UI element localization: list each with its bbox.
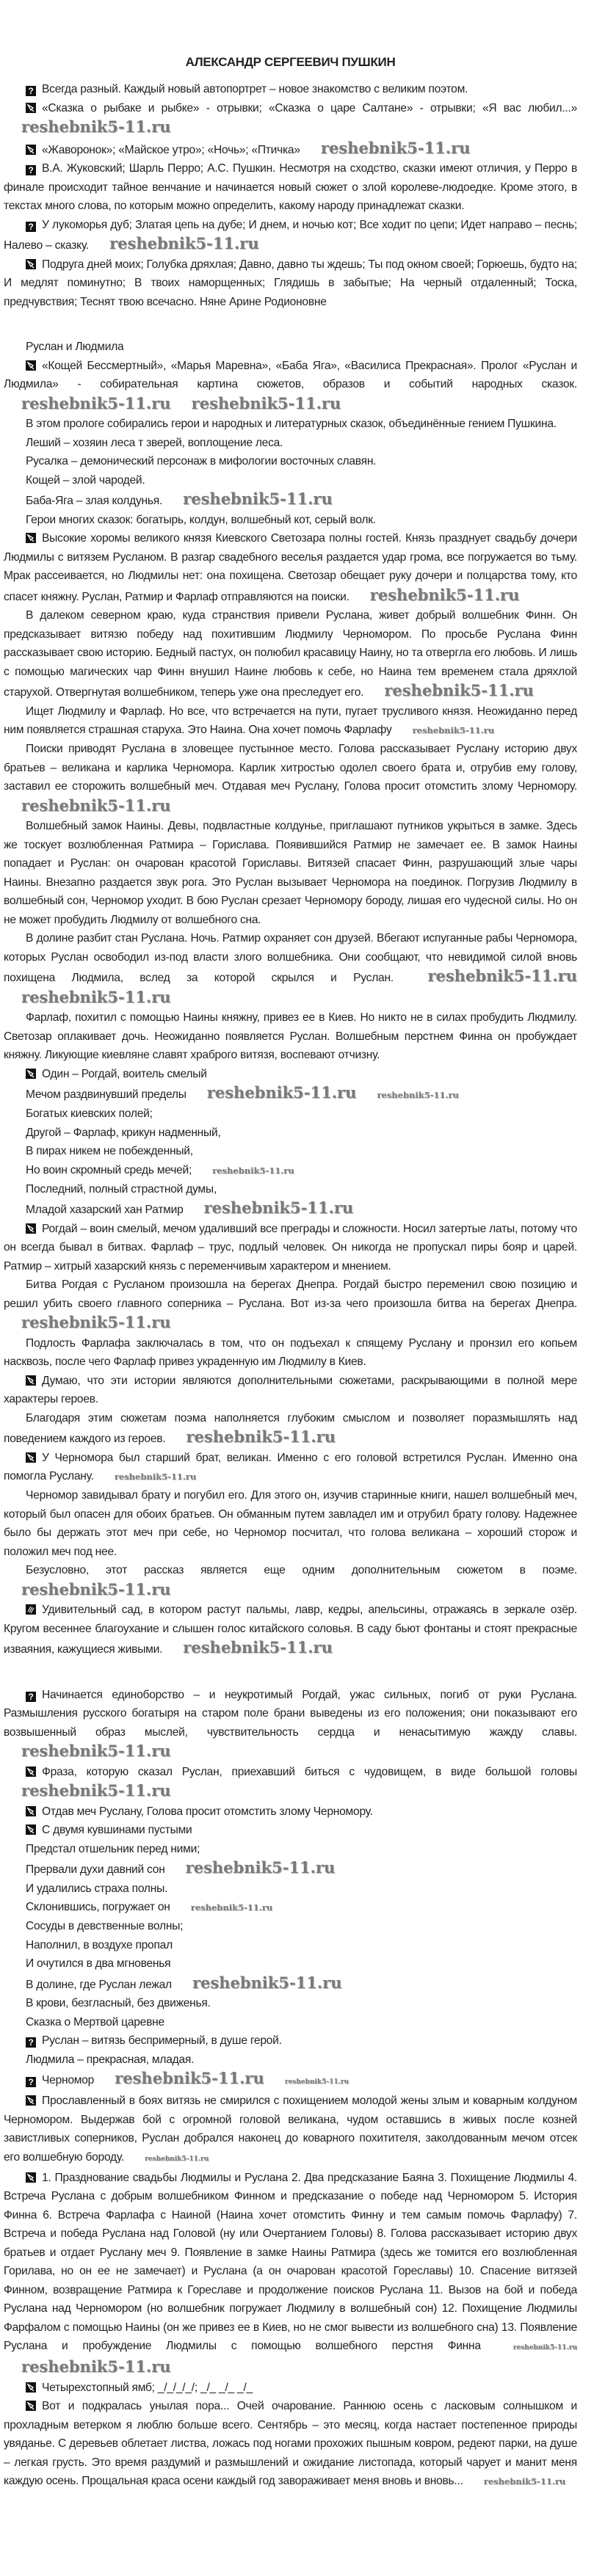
paragraph (4, 606, 577, 702)
verse-line-text: Один – Рогдай, воитель смелый (42, 1067, 207, 1080)
answer-paragraph (4, 1220, 577, 1276)
pen-icon (26, 2172, 36, 2183)
paragraph-text: Кощей – злой чародей. (26, 473, 145, 487)
paragraph-text: Безусловно, этот рассказ является еще одним дополнительным сюжетом в поэме. (26, 1564, 577, 1576)
answer-paragraph (4, 216, 577, 255)
question-icon: ? (26, 165, 36, 175)
paragraph-text: Рогдай – воин смелый, мечом удаливший все преграды и сложности. Носил затертые латы, потому что он всегда бывал в битвах. Фарлаф – трус, подлый человек. Он никогда не пропускал пиры бояр и царей. Ратмир – хитрый хазарский князь с переменчивым характером и мнением. (4, 1222, 577, 1273)
paragraph-text: В далеком северном краю, куда странствия привели Руслана, живет добрый волшебник Финн. Он предсказывает витязю победу над похитившим Людмилу Черномором. По просьбе Руслана Финн рассказывает свою историю. Бедный пастух, он полюбил красавицу Наину, но та отвергла его любовь. И лишь с помощью магических чар Финн внушил Наине любовь к себе, но Наина тем временем стала дряхлой старухой. Отвергнутая волшебником, теперь уже она преследует его. (4, 609, 577, 699)
paragraph-text: Черномор (42, 2074, 95, 2086)
answer-paragraph (4, 1686, 577, 1763)
paragraph-text: Герои многих сказок: богатырь, колдун, волшебный кот, серый волк. (26, 513, 376, 526)
answer-paragraph (4, 2069, 577, 2092)
paragraph-text: Леший – хозяин леса т зверей, воплощение леса. (26, 436, 283, 449)
answer-section (4, 80, 577, 311)
answer-paragraph (4, 2397, 577, 2491)
paragraph (4, 1008, 577, 1065)
paragraph-text: Фарлаф, похитил с помощью Наины княжну, привез ее в Киев. Но никто не в силах пробудить Людмилу. Светозар оплакивает дочь. Неожиданно появляется Руслан. Волшебным перстнем Финна он пробуждает княжну. Ликующие киевляне славят храброго витязя, воспевают отчизну. (4, 1011, 577, 1061)
question-icon: ? (26, 1692, 36, 1702)
verse-line (4, 1880, 577, 1899)
paragraph-text: «Кощей Бессмертный», «Марья Маревна», «Баба Яга», «Василиса Прекрасная». Пролог «Руслан и Людмила» - собирательная картина сюжетов, образов и событий народных сказок. (4, 359, 577, 390)
pen-icon (26, 360, 36, 371)
verse-line (4, 1973, 577, 1995)
pen-icon (26, 1223, 36, 1234)
watermark: reshebnik5-11.ru (206, 1083, 357, 1102)
paragraph-text: Подлость Фарлафа заключалась в том, что он подъехал к спящему Руслану и пронзил его копьем насквозь, после чего Фарлаф привез украденную им Людмилу в Киев. (4, 1336, 577, 1368)
paragraph-text: Думаю, что эти истории являются дополнительными сюжетами, раскрывающими в полной мере характеры героев. (4, 1374, 577, 1405)
watermark: reshebnik5-11.ru (21, 987, 171, 1006)
paragraph (4, 1561, 577, 1601)
paragraph-text: В долине разбит стан Руслана. Ночь. Ратмир охраняет сон друзей. Вбегают испуганные рабы Черномора, которых Руслан освободил из-под власти злого волшебника. Они сообщают, что невидимой силой вновь похищена Людмила, вслед за которой скрылся и Руслан. (4, 932, 577, 984)
paragraph (4, 702, 577, 741)
verse-line (4, 1065, 577, 1084)
paragraph-text: Благодаря этим сюжетам поэма наполняется глубоким смыслом и позволяет поразмышлять над поведением каждого из героев. (4, 1411, 577, 1445)
pen-icon (26, 1375, 36, 1386)
watermark: reshebnik5-11.ru (145, 2155, 209, 2163)
watermark: reshebnik5-11.ru (191, 393, 341, 412)
watermark: reshebnik5-11.ru (21, 393, 171, 412)
answer-paragraph (4, 255, 577, 312)
watermark: reshebnik5-11.ru (183, 490, 333, 508)
verse-line-text: И удалились страха полны. (26, 1882, 168, 1895)
verse-line-text: Прервали духи давний сон (26, 1863, 165, 1876)
answer-paragraph (4, 1763, 577, 1802)
watermark: reshebnik5-11.ru (212, 1165, 294, 1176)
paragraph-text: Руслан и Людмила (26, 341, 124, 353)
pen-icon (26, 2382, 36, 2393)
question-icon: ? (26, 86, 36, 96)
pen-icon (26, 1767, 36, 1777)
paragraph (4, 1409, 577, 1449)
watermark: reshebnik5-11.ru (412, 725, 495, 735)
watermark: reshebnik5-11.ru (183, 1638, 333, 1656)
paragraph-text: «Сказка о рыбаке и рыбке» - отрывки; «Сказка о царе Салтане» - отрывки; «Я вас любил...» (42, 101, 577, 114)
answer-paragraph (4, 2092, 577, 2169)
document-body (4, 80, 577, 2491)
verse-line-text: Мечом раздвинувший пределы (26, 1088, 186, 1101)
paragraph-text: Удивительный сад, в котором растут пальмы, лавр, кедры, апельсины, отражаясь в зеркале озёр. Кругом весеннее благоухание и слышен голос китайского соловья. В саду бьют фонтаны и стоят прекрасные изваяния, кажущиеся живыми. (4, 1604, 577, 1656)
paragraph-text: Людмила – прекрасная, младая. (26, 2053, 195, 2066)
answer-section (4, 1686, 577, 2492)
verse-line (4, 1124, 577, 1143)
verse-line (4, 1994, 577, 2013)
paragraph (4, 511, 577, 530)
answer-paragraph (4, 357, 577, 415)
paragraph (4, 415, 577, 434)
document-page (4, 0, 577, 2491)
verse-line-text: Последний, полный страстной думы, (26, 1182, 217, 1196)
watermark: reshebnik5-11.ru (284, 2078, 349, 2086)
paragraph (4, 740, 577, 817)
verse-line-text: Сосуды в девственные волны; (26, 1920, 184, 1932)
watermark: reshebnik5-11.ru (21, 1781, 171, 1800)
verse-line-text: В крови, безгласный, без движенья. (26, 1997, 211, 2009)
watermark: reshebnik5-11.ru (21, 796, 171, 815)
paragraph-text: Начинается единоборство – и неукротимый Рогдай, ужас сильных, погиб от руки Руслана. Размышления русского богатыря на старом поле брани выведены из его положения; они показывают его возвышенный образ мыслей, чувствительность сердца и ненасытимую жажду славы. (4, 1688, 577, 1739)
verse-line (4, 1936, 577, 1955)
pen-icon (26, 1824, 36, 1835)
paragraph-text: Поиски приводят Руслана в зловещее пустынное место. Голова рассказывает Руслану историю двух братьев – великана и карлика Черномора. Карлик хитростью одолел своего брата и, отрубив ему голову, заставил ее сторожить волшебный меч. Отдавая меч Руслану, Голова просит отомстить злому Черномору. (4, 743, 577, 793)
answer-paragraph (4, 159, 577, 216)
verse-line-text: Наполнил, в воздухе пропал (26, 1938, 173, 1951)
paragraph (4, 1486, 577, 1561)
watermark: reshebnik5-11.ru (190, 1902, 273, 1913)
answer-paragraph (4, 1802, 577, 1822)
paragraph-text: В.А. Жуковский; Шарль Перро; А.С. Пушкин. Несмотря на сходство, сказки имеют отличия, у Перро в финале происходит тайное венчание и начинается новый сюжет о злой королеве-людоедке. Кроме этого, в текстах много слова, по которым можно определить, какому народу принадлежат сказки. (4, 162, 577, 212)
paragraph-text: Ищет Людмилу и Фарлаф. Но все, что встречается на пути, пугает трусливого князя. Неожиданно перед ним появляется страшная старуха. Это Наина. Она хочет помочь Фарлафу (4, 705, 577, 736)
paragraph-text: Подруга дней моих; Голубка дряхлая; Давно, давно ты ждешь; Ты под окном своей; Горюешь, будто на; И медлят поминутно; В твоих наморщенных; Глядишь в забытые; На черный отдаленный; Тоска, предчувствия; Теснят твою всечасно. Няне Арине Родионовне (4, 258, 577, 308)
paragraph (4, 490, 577, 511)
watermark: reshebnik5-11.ru (21, 1313, 171, 1331)
watermark: reshebnik5-11.ru (512, 2344, 577, 2351)
watermark: reshebnik5-11.ru (21, 2357, 171, 2376)
verse-line-text: В долине, где Руслан лежал (26, 1978, 172, 1991)
verse-line (4, 1917, 577, 1936)
verse-line (4, 1180, 577, 1199)
verse-line (4, 1821, 577, 1840)
pen-icon (26, 259, 36, 269)
watermark: reshebnik5-11.ru (21, 1742, 171, 1760)
watermark: reshebnik5-11.ru (109, 234, 259, 252)
verse-line (4, 1840, 577, 1859)
watermark: reshebnik5-11.ru (369, 585, 520, 604)
paragraph (4, 471, 577, 490)
watermark: reshebnik5-11.ru (21, 117, 171, 136)
verse-line (4, 1898, 577, 1917)
verse-line (4, 1161, 577, 1180)
paragraph-text: Черномор завидывал брату и погубил его. Для этого он, изучив старинные книги, нашел волшебный меч, который был опасен для обоих братьев. Он обманным путем завладел им и отрубил брату голову. Надежнее было бы держать этот меч при себе, но Черномор посчитал, что голова великана – хороший сторож и положил меч под нее. (4, 1489, 577, 1558)
question-icon: ? (26, 2037, 36, 2048)
pen-icon (26, 1069, 36, 1079)
pencil-icon (26, 1604, 36, 1615)
verse-line (4, 1105, 577, 1124)
paragraph (4, 2051, 577, 2070)
verse-block (4, 1821, 577, 2031)
watermark: reshebnik5-11.ru (115, 2069, 264, 2087)
question-icon: ? (26, 222, 36, 232)
pen-icon (26, 2401, 36, 2411)
pen-icon (26, 103, 36, 113)
paragraph-text: Волшебный замок Наины. Девы, подвластные колдунье, приглашают путников укрыться в замке. Здесь же тоскует возлюбленная Ратмира – Горислава. Появившийся Ратмир не замечает ее. В замок Наины попадает и Руслан: он очарован красотой Гориславы. Витязей спасает Финн, разрушающий злые чары Наины. Внезапно раздается звук рога. Это Руслан вызывает Черномора на поединок. Погрузив Людмилу в волшебный сон, Черномор уходит. В бою Руслан срезает Черномору бороду, лишая его чудесной силы. Но он не может пробудить Людмилу от волшебного сна. (4, 820, 577, 926)
paragraph-text: Вот и подкралась унылая пора... Очей очарование. Раннюю осень с ласковым солнышком и прохладным ветерком я люблю больше всего. Сентябрь – это месяц, когда настает постепенное природы увяданье. С деревьев облетает листва, ложась под ногами прохожих пышным ковром, редеют парки, на душе – легкая грусть. Это время раздумий и размышлений и ожидание листопада, который чарует и манит меня каждую осень. Прощальная краса осени каждый год завораживает меня вновь и вновь... (4, 2400, 577, 2487)
paragraph (4, 929, 577, 1008)
watermark: reshebnik5-11.ru (186, 1427, 336, 1446)
verse-line-text: Младой хазарский хан Ратмир (26, 1204, 184, 1216)
answer-section (4, 338, 577, 1659)
paragraph (4, 817, 577, 929)
paragraph-text: Прославленный в боях витязь не смирился с похищением молодой жены злым и коварным колдуном Черномором. Выдержав бой с огромной головой великана, чудом оставшись в живых после козней завистливых соперников, Руслан добрался наконец до коварного похитителя, заколдованным мечом отсек его волшебную бороду. (4, 2095, 577, 2164)
question-icon: ? (26, 2077, 36, 2087)
answer-paragraph (4, 529, 577, 606)
paragraph-text: Всегда разный. Каждый новый автопортрет – новое знакомство с великим поэтом. (42, 83, 468, 95)
verse-line (4, 1198, 577, 1220)
verse-line-text: Но воин скромный средь мечей; (26, 1163, 192, 1176)
verse-line-text: Предстал отшельник перед ними; (26, 1842, 200, 1855)
paragraph-text: В этом прологе собирались герои и народных и литературных сказок, объединённые гением Пушкина. (26, 418, 557, 430)
paragraph (4, 1276, 577, 1334)
paragraph-text: «Жаворонок»; «Майское утро»; «Ночь»; «Птичка» (42, 143, 300, 156)
verse-line (4, 1083, 577, 1105)
pen-icon (26, 2095, 36, 2106)
answer-paragraph (4, 99, 577, 139)
watermark: reshebnik5-11.ru (483, 2476, 566, 2486)
pen-icon (26, 145, 36, 155)
answer-paragraph (4, 2031, 577, 2051)
pen-icon (26, 533, 36, 543)
answer-paragraph (4, 1601, 577, 1659)
verse-line (4, 1142, 577, 1161)
answer-paragraph (4, 80, 577, 99)
answer-paragraph (4, 139, 577, 160)
answer-paragraph (4, 1372, 577, 1409)
watermark: reshebnik5-11.ru (377, 1090, 459, 1100)
pen-icon (26, 1806, 36, 1816)
watermark: reshebnik5-11.ru (384, 681, 534, 699)
paragraph-text: Руслан – витязь беспримерный, в душе герой. (42, 2034, 282, 2047)
verse-line-text: Богатых киевских полей; (26, 1107, 153, 1120)
answer-paragraph (4, 2379, 577, 2398)
paragraph-text: Баба-Яга – злая колдунья. (26, 495, 163, 507)
paragraph-text: 1. Празднование свадьбы Людмилы и Руслана 2. Два предсказание Баяна 3. Похищение Людмилы 4. Встреча Руслана с добрым волшебником Финном и предсказание о победе над Черномором 5. История Финна 6. Встреча Фарлафа с Наиной (Наина хочет отомстить Финну и тем самым помочь Фарлафу) 7. Встреча и победа Руслана над Головой (ну или Очертанием Головы) 8. Голова рассказывает историю двух братьев и отдает Руслану меч 9. Появление в замке Наины Ратмира (здесь же томится его возлюбленная Горилава, но он ее не замечает) и Руслана (а он очарован красотой Гореславы) 10. Спасение витязей Финном, возвращение Ратмира к Гореславе и продолжение поисков Руслана 11. Вызов на бой и победа Руслана над Черномором (но волшебник погружает Людмилу в волшебный сон) 12. Похищение Людмилы Фарфалом с помощью Наины (он же привез ее в Киев, но не смог вывести из волшебного сна) 13. Появление Руслана и пробуждение Людмилы с помощью волшебного перстня Финна (4, 2171, 577, 2352)
paragraph-text: Русалка – демонический персонаж в мифологии восточных славян. (26, 455, 377, 467)
paragraph-text: Битва Рогдая с Русланом произошла на берегах Днепра. Рогдай быстро переменил свою позицию и решил убить своего главного соперника – Руслана. Вот из-за чего произошла битва на берегах Днепра. (4, 1278, 577, 1310)
watermark: reshebnik5-11.ru (427, 967, 577, 985)
verse-line-text: И очутился в два мгновенья (26, 1957, 171, 1970)
paragraph-text: Фраза, которую сказал Руслан, приехавший биться с чудовищем, в виде большой головы (42, 1765, 577, 1778)
watermark: reshebnik5-11.ru (192, 1973, 342, 1992)
paragraph-text: Четырехстопный ямб; _/_/_/_/; _/_ _/_ _/_ (42, 2381, 253, 2394)
watermark: reshebnik5-11.ru (203, 1198, 354, 1217)
page-title: АЛЕКСАНДР СЕРГЕЕВИЧ ПУШКИН (185, 55, 396, 69)
paragraph (4, 452, 577, 471)
pen-icon (26, 1452, 36, 1463)
verse-line (4, 1954, 577, 1973)
answer-paragraph (4, 2169, 577, 2379)
verse-line (4, 1858, 577, 1880)
verse-line-text: Сказка о Мертвой царевне (26, 2015, 164, 2029)
watermark: reshebnik5-11.ru (21, 1579, 171, 1598)
paragraph (4, 338, 577, 357)
verse-line-text: В пирах никем не побежденный, (26, 1145, 193, 1157)
watermark: reshebnik5-11.ru (114, 1471, 197, 1482)
paragraph (4, 1334, 577, 1372)
verse-block (4, 1065, 577, 1220)
watermark: reshebnik5-11.ru (185, 1858, 336, 1877)
paragraph-text: У Черномора был старший брат, великан. Именно с его головой встретился Руслан. Именно она помогла Руслану. (4, 1451, 577, 1482)
watermark: reshebnik5-11.ru (320, 138, 471, 157)
verse-line-text: Другой – Фарлаф, крикун надменный, (26, 1126, 221, 1139)
paragraph-text: Высокие хоромы великого князя Киевского Светозара полны гостей. Князь празднует свадьбу дочери Людмилы с витязем Русланом. В разгар свадебного веселья раздается удар грома, все погружается во тьму. Мрак рассеивается, но Людмилы нет: она похищена. Светозар обещает руку дочери и полцарства тому, кто спасет княжну. Руслан, Ратмир и Фарлаф отправляются на поиски. (4, 532, 577, 603)
paragraph (4, 434, 577, 453)
paragraph-text: Отдав меч Руслану, Голова просит отомстить злому Черномору. (42, 1805, 373, 1818)
verse-line-text: Склонившись, погружает он (26, 1901, 170, 1913)
paragraph-text: У лукоморья дуб; Златая цепь на дубе; И днем, и ночью кот; Все ходит по цепи; Идет направо – песнь; Налево – сказку. (4, 218, 577, 252)
verse-line-text: С двумя кувшинами пустыми (42, 1824, 192, 1836)
answer-paragraph (4, 1449, 577, 1487)
verse-line (4, 2013, 577, 2032)
